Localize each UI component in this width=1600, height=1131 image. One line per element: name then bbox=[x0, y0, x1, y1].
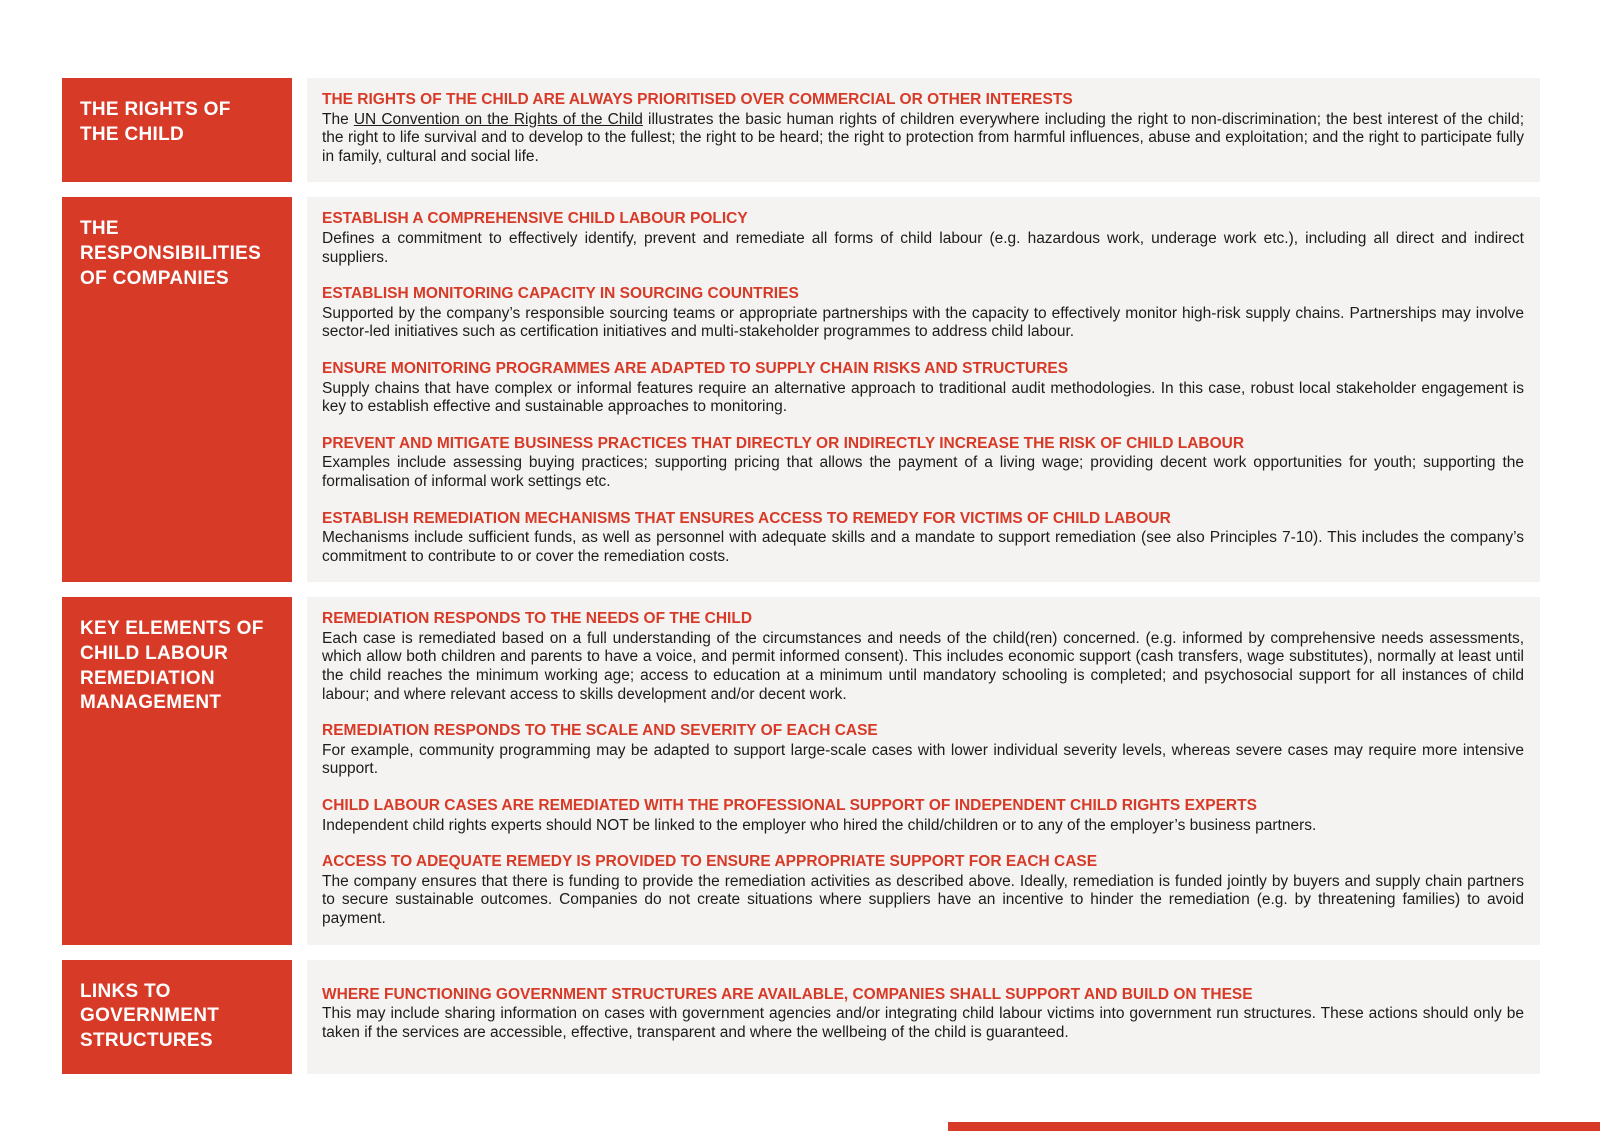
content-item bbox=[322, 285, 1524, 342]
item-body: This may include sharing information on cases with government agencies and/or integrating child labour victims into government run structures. These actions should only be taken if the services are accessible, effective, transparent and where the wellbeing of the child is guaranteed. bbox=[322, 1005, 1524, 1041]
content-item bbox=[322, 510, 1524, 567]
item-heading: REMEDIATION RESPONDS TO THE SCALE AND SEVERITY OF EACH CASE bbox=[322, 722, 878, 740]
section-title: THE RESPONSIBILITIES OF COMPANIES bbox=[80, 218, 262, 289]
section-panel-links-to-government bbox=[307, 960, 1540, 1074]
section-header-rights-of-the-child bbox=[62, 78, 292, 182]
item-heading: ESTABLISH A COMPREHENSIVE CHILD LABOUR POLICY bbox=[322, 210, 748, 228]
content-item bbox=[322, 91, 1524, 166]
section-responsibilities-of-companies bbox=[62, 197, 1540, 582]
body-text: illustrates the basic human rights of children everywhere including the right to non-discrimination; the best interest of the child; the right to life survival and to develop to the fullest; the right to be heard; the right to protection from harmful influences, abuse and exploitation; and the right to participate fully in family, cultural and social life. bbox=[322, 110, 1525, 165]
footer-accent-bar bbox=[948, 1122, 1600, 1131]
section-title: THE RIGHTS OF THE CHILD bbox=[80, 99, 231, 145]
item-body: Supported by the company’s responsible sourcing teams or appropriate partnerships with the capacity to effectively monitor high-risk supply chains. Partnerships may involve sector-led initiatives such as certification initiatives and multi-stakeholder programmes to address child labour. bbox=[322, 304, 1524, 341]
principles-document bbox=[62, 78, 1540, 1074]
item-heading: REMEDIATION RESPONDS TO THE NEEDS OF THE CHILD bbox=[322, 610, 753, 628]
content-item bbox=[322, 722, 1524, 779]
content-item bbox=[322, 610, 1524, 704]
item-body: Examples include assessing buying practices; supporting pricing that allows the payment of a living wage; providing decent work opportunities for youth; supporting the formalisation of informal work settings etc. bbox=[322, 454, 1524, 490]
item-body: For example, community programming may be adapted to support large-scale cases with lower individual severity levels, whereas severe cases may require more intensive support. bbox=[322, 741, 1524, 778]
item-heading: THE RIGHTS OF THE CHILD ARE ALWAYS PRIORITISED OVER COMMERCIAL OR OTHER INTERESTS bbox=[322, 91, 1073, 108]
section-panel-responsibilities-of-companies bbox=[307, 197, 1540, 582]
section-title: KEY ELEMENTS OF CHILD LABOUR REMEDIATION MANAGEMENT bbox=[80, 618, 264, 714]
section-links-to-government bbox=[62, 960, 1540, 1074]
section-header-links-to-government bbox=[62, 960, 292, 1074]
content-item bbox=[322, 797, 1524, 835]
section-title: LINKS TO GOVERNMENT STRUCTURES bbox=[80, 980, 220, 1051]
section-header-key-elements-remediation bbox=[62, 597, 292, 944]
content-item bbox=[322, 986, 1524, 1043]
un-convention-link[interactable]: UN Convention on the Rights of the Child bbox=[353, 110, 643, 128]
item-body: Supply chains that have complex or informal features require an alternative approach to traditional audit methodologies. In this case, robust local stakeholder engagement is key to establish effective and sustainable approaches to monitoring. bbox=[322, 379, 1524, 416]
item-body: Each case is remediated based on a full understanding of the circumstances and needs of the child(ren) concerned. (e.g. informed by comprehensive needs assessments, which allow both children and parents to have a voice, and permit informed consent). This includes economic support (cash transfers, wage substitutes), normally at least until the child reaches the minimum working age; access to education at a minimum until mandatory schooling is completed; and psychosocial support for all instances of child labour; and where relevant access to skills development and/or decent work. bbox=[322, 629, 1524, 703]
item-heading: WHERE FUNCTIONING GOVERNMENT STRUCTURES ARE AVAILABLE, COMPANIES SHALL SUPPORT AND BUILD ON THESE bbox=[322, 985, 1253, 1003]
section-key-elements-remediation bbox=[62, 597, 1540, 944]
section-panel-key-elements-remediation bbox=[307, 597, 1540, 944]
item-body bbox=[322, 111, 1524, 167]
content-item bbox=[322, 853, 1524, 928]
item-heading: ESTABLISH MONITORING CAPACITY IN SOURCING COUNTRIES bbox=[322, 285, 799, 303]
section-rights-of-the-child bbox=[62, 78, 1540, 182]
content-item bbox=[322, 435, 1524, 492]
item-body: Independent child rights experts should NOT be linked to the employer who hired the child/children or to any of the employer’s business partners. bbox=[322, 816, 1317, 834]
body-text: The bbox=[322, 110, 354, 128]
item-heading: CHILD LABOUR CASES ARE REMEDIATED WITH THE PROFESSIONAL SUPPORT OF INDEPENDENT CHILD RIGHTS EXPERTS bbox=[322, 797, 1257, 815]
item-heading: ACCESS TO ADEQUATE REMEDY IS PROVIDED TO ENSURE APPROPRIATE SUPPORT FOR EACH CASE bbox=[322, 853, 1098, 871]
item-heading: PREVENT AND MITIGATE BUSINESS PRACTICES THAT DIRECTLY OR INDIRECTLY INCREASE THE RISK OF CHILD LABOUR bbox=[322, 434, 1245, 452]
section-header-responsibilities-of-companies bbox=[62, 197, 292, 582]
item-heading: ENSURE MONITORING PROGRAMMES ARE ADAPTED TO SUPPLY CHAIN RISKS AND STRUCTURES bbox=[322, 359, 1069, 377]
section-panel-rights-of-the-child bbox=[307, 78, 1540, 182]
item-body: The company ensures that there is funding to provide the remediation activities as described above. Ideally, remediation is funded jointly by buyers and supply chain partners to secure sustainable outcomes. Companies do not create situations where suppliers have an incentive to hinder the remediation (e.g. by threatening families) to avoid payment. bbox=[322, 872, 1524, 927]
item-heading: ESTABLISH REMEDIATION MECHANISMS THAT ENSURES ACCESS TO REMEDY FOR VICTIMS OF CHILD LABOUR bbox=[322, 509, 1171, 527]
content-item bbox=[322, 360, 1524, 417]
content-item bbox=[322, 210, 1524, 267]
item-body: Defines a commitment to effectively identify, prevent and remediate all forms of child labour (e.g. hazardous work, underage work etc.), including all direct and indirect suppliers. bbox=[322, 229, 1524, 266]
item-body: Mechanisms include sufficient funds, as well as personnel with adequate skills and a mandate to support remediation (see also Principles 7-10). This includes the company’s commitment to contribute to or cover the remediation costs. bbox=[322, 529, 1524, 565]
